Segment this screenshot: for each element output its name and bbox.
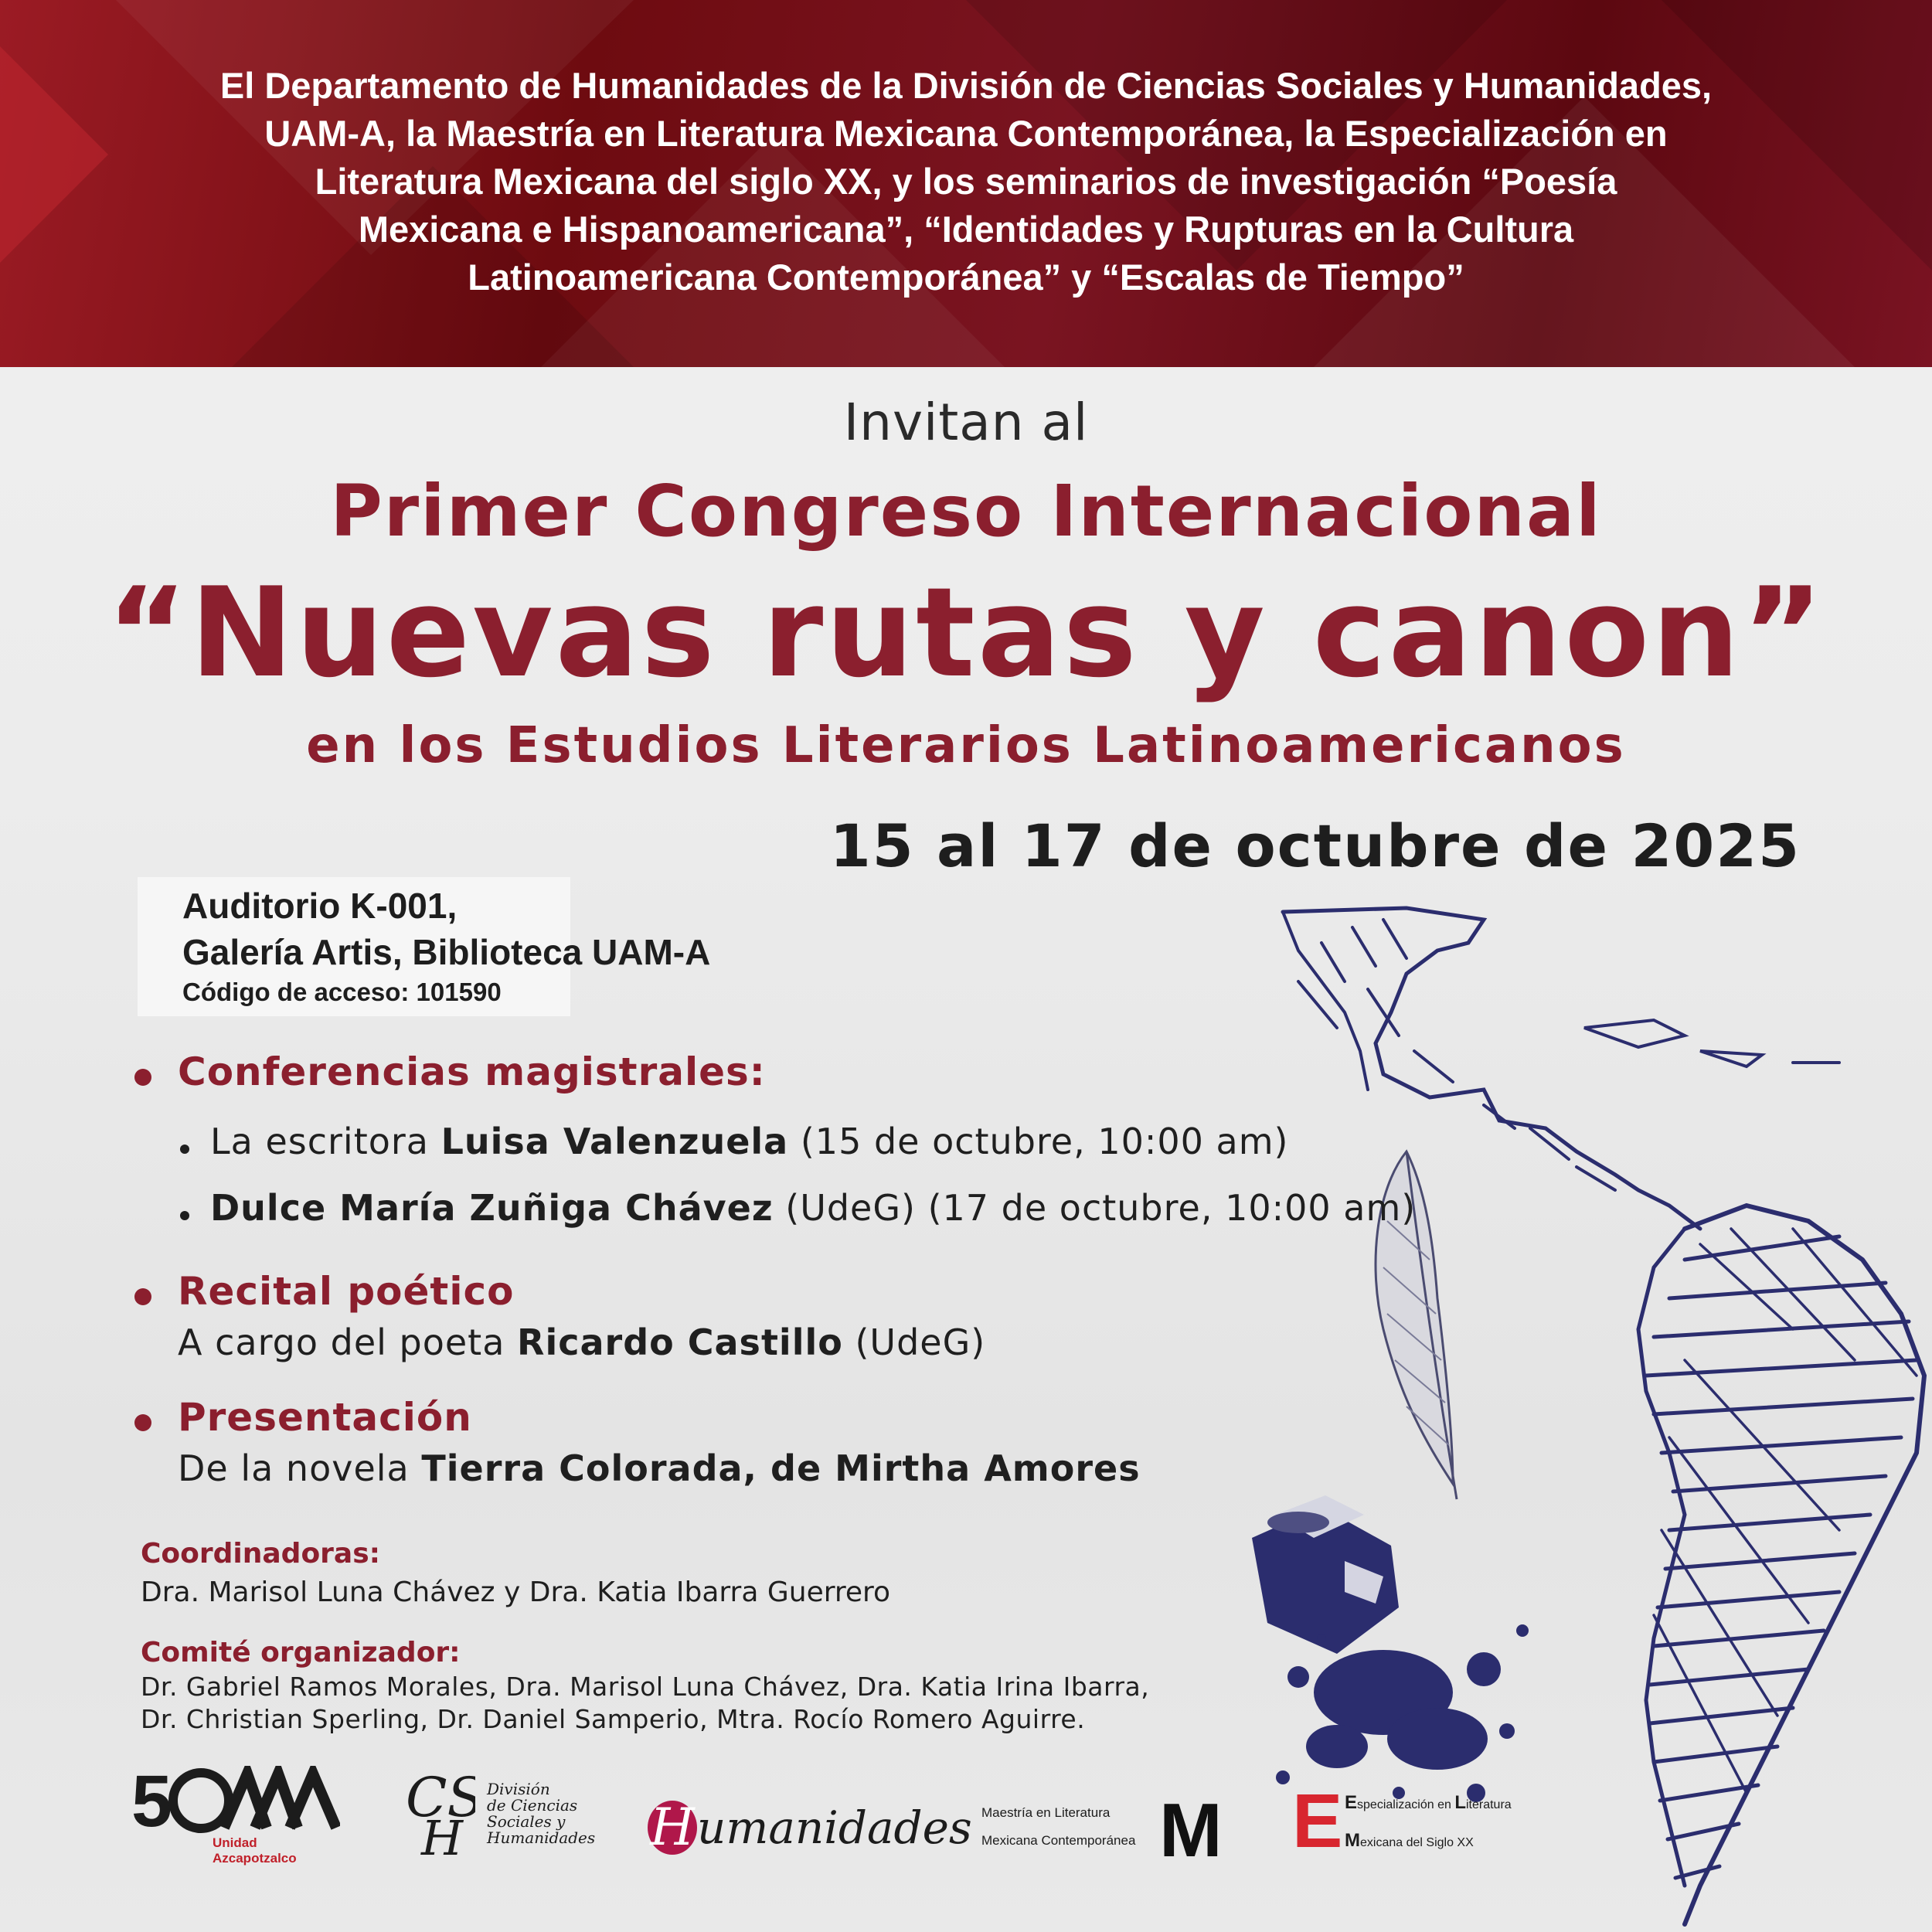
item-text: (UdeG) (17 de octubre, 10:00 am)	[773, 1187, 1417, 1229]
csh-line: de Ciencias	[487, 1796, 578, 1815]
item-text: (15 de octubre, 10:00 am)	[788, 1121, 1289, 1162]
map-illustration	[1252, 896, 1932, 1932]
esp-word: exicana del Siglo XX	[1360, 1836, 1474, 1849]
comite-line: Dr. Christian Sperling, Dr. Daniel Samperio, Mtra. Rocío Romero Aguirre.	[141, 1704, 1086, 1734]
speaker-name: Luisa Valenzuela	[440, 1121, 789, 1162]
comite-line: Dr. Gabriel Ramos Morales, Dra. Marisol Luna Chávez, Dra. Katia Irina Ibarra,	[141, 1672, 1150, 1702]
humanidades-word: umanidades	[697, 1801, 972, 1854]
coordinadoras-text: Dra. Marisol Luna Chávez y Dra. Katia Ibarra Guerrero	[141, 1577, 891, 1608]
main-title: “Nuevas rutas y canon”	[106, 560, 1826, 705]
especializacion-logo	[1292, 1777, 1555, 1862]
uam-50-icon	[131, 1766, 340, 1835]
bullet-icon	[180, 1211, 189, 1220]
invitan-text: Invitan al	[843, 393, 1089, 452]
esp-initial: M	[1345, 1830, 1360, 1851]
header-line: Mexicana e Hispanoamericana”, “Identidades y Rupturas en la Cultura	[358, 209, 1574, 250]
bullet-icon	[134, 1069, 151, 1086]
especializacion-text	[1345, 1785, 1512, 1861]
esp-initial: E	[1345, 1792, 1358, 1813]
item-text: A cargo del poeta	[178, 1321, 518, 1363]
svg-text:H: H	[421, 1810, 464, 1859]
inkwell-icon	[1252, 1495, 1399, 1654]
esp-initial: L	[1454, 1792, 1466, 1813]
bullet-icon	[134, 1414, 151, 1431]
esp-line	[1345, 1823, 1512, 1861]
comite-heading: Comité organizador:	[141, 1637, 461, 1668]
svg-text:5: 5	[131, 1766, 172, 1835]
maestria-m: M	[1159, 1787, 1223, 1872]
csh-mark-icon	[406, 1766, 475, 1859]
item-text: (UdeG)	[842, 1321, 986, 1363]
maestria-text	[981, 1799, 1135, 1855]
csh-logo	[406, 1766, 599, 1866]
header-line: Latinoamericana Contemporánea” y “Escalas de Tiempo”	[468, 257, 1464, 298]
maestria-line: Maestría en Literatura	[981, 1805, 1111, 1820]
recital-text	[178, 1321, 985, 1363]
recital-heading: Recital poético	[178, 1269, 515, 1314]
conferencia-item	[210, 1187, 1416, 1229]
csh-line: División	[487, 1780, 550, 1798]
svg-text:CS: C	[406, 1766, 447, 1829]
presentacion-heading: Presentación	[178, 1395, 472, 1440]
header-line: El Departamento de Humanidades de la División de Ciencias Sociales y Humanidades,	[219, 65, 1713, 106]
bullet-icon	[180, 1145, 189, 1154]
header-text	[93, 62, 1839, 301]
novel-title: Tierra Colorada, de Mirtha Amores	[421, 1447, 1141, 1489]
coordinadoras-heading: Coordinadoras:	[141, 1538, 381, 1570]
presentacion-text	[178, 1447, 1141, 1489]
conferencias-heading: Conferencias magistrales:	[178, 1049, 766, 1094]
venue-line: Auditorio K-001,	[182, 886, 457, 926]
csh-line: Humanidades	[487, 1828, 596, 1847]
header-band	[0, 0, 1932, 367]
venue-line: Galería Artis, Biblioteca UAM-A	[182, 932, 711, 972]
subtitle: en los Estudios Literarios Latinoamericanos	[306, 717, 1626, 774]
item-text: De la novela	[178, 1447, 422, 1489]
item-text: La escritora	[210, 1121, 441, 1162]
congreso-title: Primer Congreso Internacional	[330, 470, 1602, 553]
bullet-icon	[134, 1288, 151, 1305]
csh-text	[487, 1781, 595, 1846]
poet-name: Ricardo Castillo	[517, 1321, 843, 1363]
humanidades-h: H	[648, 1801, 697, 1855]
header-line: Literatura Mexicana del siglo XX, y los seminarios de investigación “Poesía	[315, 161, 1617, 202]
humanidades-logo	[648, 1798, 972, 1862]
esp-line	[1345, 1785, 1512, 1823]
esp-word: iteratura	[1465, 1798, 1512, 1811]
esp-word: specialización en	[1357, 1798, 1455, 1811]
event-dates: 15 al 17 de octubre de 2025	[829, 811, 1801, 880]
especializacion-e: E	[1292, 1778, 1343, 1863]
maestria-logo	[981, 1787, 1244, 1872]
speaker-name: Dulce María Zuñiga Chávez	[210, 1187, 774, 1229]
uam-caption: Unidad Azcapotzalco	[213, 1835, 297, 1866]
conferencia-item	[210, 1121, 1288, 1162]
csh-line: Sociales y	[487, 1812, 566, 1831]
header-line: UAM-A, la Maestría en Literatura Mexicana Contemporánea, la Especialización en	[264, 113, 1668, 154]
uam-logo	[131, 1766, 340, 1866]
maestria-line: Mexicana Contemporánea	[981, 1833, 1136, 1848]
access-code: Código de acceso: 101590	[182, 978, 502, 1006]
